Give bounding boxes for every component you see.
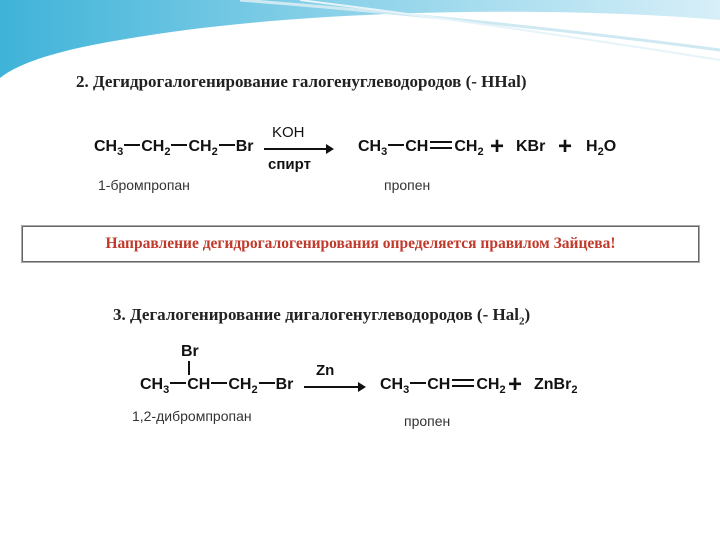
section-2-title: 2. Дегидрогалогенирование галогенуглеводородов (- HHal) — [76, 72, 527, 91]
reactant-name: 1-бромпропан — [98, 177, 190, 193]
kbr-formula: KBr — [516, 138, 546, 155]
reaction-arrow-2 — [304, 386, 360, 388]
product-formula-propene: $CH_3$ CH $CH_2$ — [358, 138, 484, 158]
product-formula-propene: $CH_3$ CH $CH_2$ — [380, 376, 506, 396]
bromine-substituent: Br — [181, 343, 199, 360]
reagent-zinc: Zn — [316, 362, 335, 379]
plus-sign: + — [490, 133, 505, 160]
product-name: пропен — [404, 413, 451, 429]
condition-alcohol: спирт — [268, 156, 311, 173]
plus-sign: + — [508, 371, 523, 398]
section-3-title: 3. Дегалогенирование дигалогенуглеводородов (- Hal$_2$) — [113, 305, 531, 328]
product-name: пропен — [384, 177, 431, 193]
water-formula: $H_2O$ — [586, 138, 617, 158]
bond-vertical — [188, 361, 190, 375]
znbr2-formula: ZnBr$_2$ — [534, 376, 578, 396]
reactant-formula-1-bromopropane: $CH_3$ $CH_2$ $CH_2$ Br — [94, 138, 254, 158]
reactant-formula-1-2-dibromopropane: $CH_3$ CH $CH_2$ Br — [140, 376, 294, 396]
reactant-name: 1,2-дибромпропан — [132, 408, 252, 424]
reagent-koh: KOH — [272, 124, 305, 141]
reaction-arrow-1 — [264, 148, 328, 150]
plus-sign: + — [558, 133, 573, 160]
decorative-header-swoosh — [0, 0, 720, 80]
zaitsev-rule-note: Направление дегидрогалогенирования определяется правилом Зайцева! — [22, 226, 699, 262]
